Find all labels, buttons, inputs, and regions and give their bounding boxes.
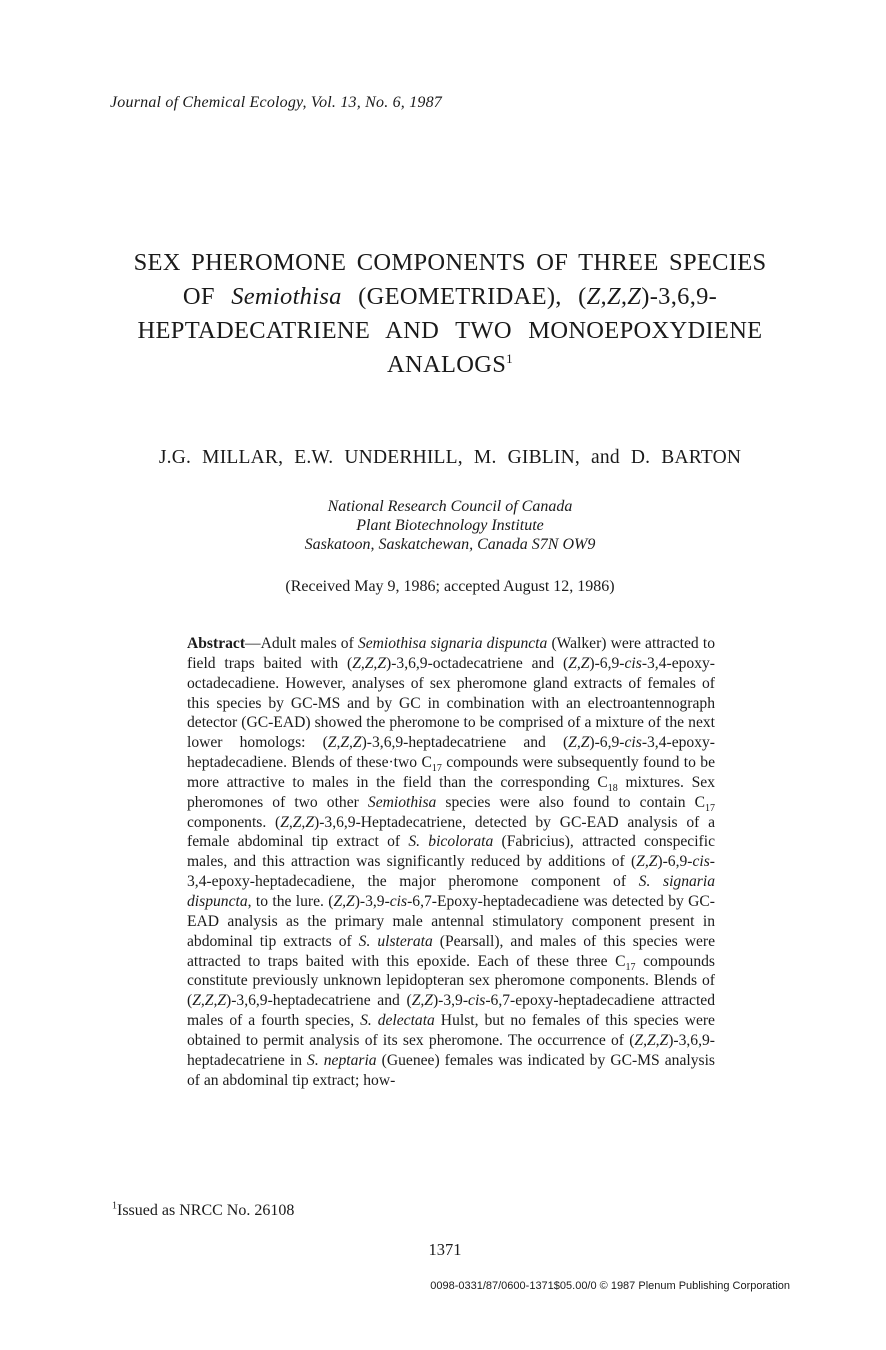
abstract: [187, 634, 715, 1090]
received-dates: (Received May 9, 1986; accepted August 12, 1986): [285, 578, 615, 595]
title-footnote-marker: 1: [506, 350, 513, 366]
paper-title: [100, 246, 800, 382]
footnote-text: Issued as NRCC No. 26108: [117, 1202, 295, 1219]
affiliation-line-3: Saskatoon, Saskatchewan, Canada S7N OW9: [304, 536, 596, 553]
journal-citation: Journal of Chemical Ecology, Vol. 13, No. 6, 1987: [110, 94, 442, 111]
footnote-marker: 1: [112, 1200, 117, 1212]
title-text: ANALOGS: [387, 351, 507, 378]
abstract-paragraph: Abstract—Adult males of Semiothisa signaria dispuncta (Walker) were attracted to field traps baited with (Z,Z,Z)-3,6,9-octadecatriene and (Z,Z)-6,9-cis-3,4-epoxy-octadecadiene. However, analyses of sex pheromone gland extracts of females of this species by GC-MS and by GC in combination with an electroantennograph detector (GC-EAD) showed the pheromone to be comprised of a mixture of the next lower homologs: (Z,Z,Z)-3,6,9-heptadecatriene and (Z,Z)-6,9-cis-3,4-epoxy-heptadecadiene. Blends of these·two $C_{17}$ compounds were subsequently found to be more attractive to males in the field than the corresponding $C_{18}$ mixtures. Sex pheromones of two other Semiothisa species were also found to contain $C_{17}$ components. (Z,Z,Z)-3,6,9-Heptadecatriene, detected by GC-EAD analysis of a female abdominal tip extract of S. bicolorata (Fabricius), attracted conspecific males, and this attraction was significantly reduced by additions of (Z,Z)-6,9-cis-3,4-epoxy-heptadecadiene, the major pheromone component of S. signaria dispuncta, to the lure. (Z,Z)-3,9-cis-6,7-Epoxy-heptadecadiene was detected by GC-EAD analysis as the primary male antennal stimulatory component present in abdominal tip extracts of S. ulsterata (Pearsall), and males of this species were attracted to traps baited with this epoxide. Each of these three $C_{17}$ compounds constitute previously unknown lepidopteran sex pheromone components. Blends of (Z,Z,Z)-3,6,9-heptadecatriene and (Z,Z)-3,9-cis-6,7-epoxy-heptadecadiene attracted males of a fourth species, S. delectata Hulst, but no females of this species were obtained to permit analysis of its sex pheromone. The occurrence of (Z,Z,Z)-3,6,9-heptadecatriene in S. neptaria (Guenee) females was indicated by GC-MS analysis of an abdominal tip extract; how-: [187, 635, 716, 1089]
footnote: [112, 1202, 294, 1220]
page-number: 1371: [428, 1240, 462, 1259]
title-line-2: [100, 280, 800, 314]
copyright-line: 0098-0331/87/0600-1371$05.00/0 © 1987 Plenum Publishing Corporation: [430, 1280, 790, 1292]
title-text: (GEOMETRIDAE), (: [341, 283, 587, 310]
affiliation-line-2: Plant Biotechnology Institute: [356, 517, 544, 534]
title-genus: Semiothisa: [231, 283, 342, 310]
abstract-heading: Abstract: [187, 635, 246, 652]
affiliation: [100, 497, 800, 554]
title-stereo: Z,Z,Z: [586, 283, 642, 310]
title-line-3: HEPTADECATRIENE AND TWO MONOEPOXYDIENE: [137, 317, 763, 344]
title-line-1: SEX PHEROMONE COMPONENTS OF THREE SPECIES: [133, 249, 767, 276]
title-line-4: [100, 348, 800, 382]
authors: J.G. MILLAR, E.W. UNDERHILL, M. GIBLIN, and D. BARTON: [158, 447, 742, 468]
affiliation-line-1: National Research Council of Canada: [327, 498, 573, 515]
title-text: OF: [182, 283, 232, 310]
title-text: )-3,6,9-: [641, 283, 718, 310]
